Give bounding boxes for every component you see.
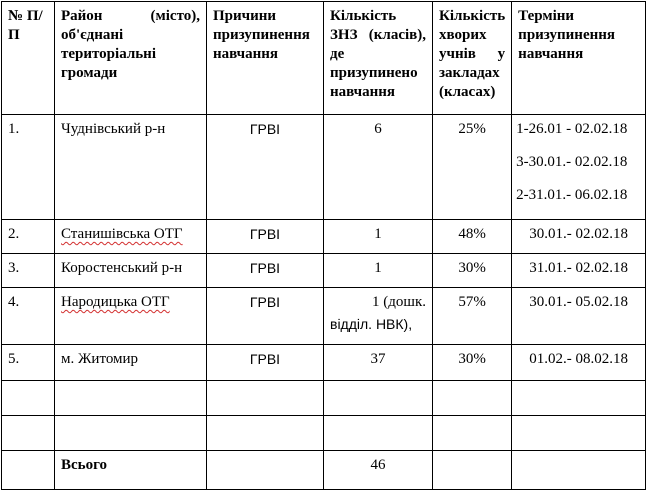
row-num: 5. [8, 351, 20, 367]
empty-cell [433, 416, 512, 451]
cell-schools [324, 220, 433, 254]
header-terms-text: Терміни призупинення навчання [518, 8, 615, 62]
row-district: Коростенський р-н [61, 260, 183, 276]
row-term: 3-30.01.- 02.02.18 [516, 154, 628, 170]
empty-cell [55, 416, 207, 451]
row-reason: ГРВІ [249, 226, 281, 242]
row-term: 01.02.- 08.02.18 [529, 351, 629, 367]
row-num: 3. [8, 260, 20, 276]
table-row [2, 220, 646, 254]
empty-cell [2, 416, 55, 451]
cell-reason [207, 345, 324, 381]
cell-num [2, 345, 55, 381]
header-reasons [207, 2, 324, 115]
cell-district [55, 345, 207, 381]
cell-num [2, 115, 55, 220]
row-schools: 1 [374, 260, 382, 276]
cell-sick [433, 220, 512, 254]
row-schools: 37 [370, 351, 386, 367]
empty-cell [55, 381, 207, 416]
cell-sick [433, 288, 512, 345]
table-row [2, 254, 646, 288]
row-sick: 30% [458, 260, 486, 276]
total-row [2, 451, 646, 490]
row-sick: 48% [458, 226, 486, 242]
empty-cell [207, 416, 324, 451]
header-terms [512, 2, 646, 115]
total-label-cell [55, 451, 207, 490]
cell-terms [512, 254, 646, 288]
empty-row [2, 416, 646, 451]
cell-terms [512, 115, 646, 220]
cell-num [2, 220, 55, 254]
empty-cell [2, 381, 55, 416]
row-district: Чуднівський р-н [61, 121, 166, 137]
row-term: 1-26.01 - 02.02.18 [516, 121, 628, 137]
empty-cell [324, 416, 433, 451]
cell-reason [207, 288, 324, 345]
table-header-row [2, 2, 646, 115]
cell-sick [433, 254, 512, 288]
row-district: Станишівська ОТГ [61, 226, 183, 242]
cell-terms [512, 345, 646, 381]
row-num: 2. [8, 226, 20, 242]
total-schools-cell [324, 451, 433, 490]
header-num [2, 2, 55, 115]
cell-terms [512, 220, 646, 254]
row-reason: ГРВІ [249, 260, 281, 276]
header-num-text: № П/П [8, 8, 43, 43]
row-term: 30.01.- 05.02.18 [529, 294, 629, 310]
cell-district [55, 220, 207, 254]
empty-cell [2, 451, 55, 490]
row-term: 31.01.- 02.02.18 [529, 260, 629, 276]
row-num: 1. [8, 121, 20, 137]
cell-num [2, 254, 55, 288]
total-label: Всього [61, 457, 108, 473]
cell-num [2, 288, 55, 345]
header-district-b: (місто), [150, 8, 200, 24]
cell-sick [433, 345, 512, 381]
row-reason: ГРВІ [249, 121, 281, 137]
header-sick [433, 2, 512, 115]
total-schools: 46 [370, 457, 386, 473]
cell-schools [324, 345, 433, 381]
row-num: 4. [8, 294, 20, 310]
header-schools-text: Кількість ЗНЗ (класів), де призупинено навчання [330, 8, 426, 100]
empty-cell [207, 451, 324, 490]
cell-reason [207, 115, 324, 220]
row-sick: 25% [458, 121, 486, 137]
header-district-c: об'єднані територіальні громади [61, 27, 156, 81]
header-reasons-text: Причини призупинення навчання [213, 8, 310, 62]
empty-cell [433, 381, 512, 416]
cell-schools [324, 115, 433, 220]
cell-schools [324, 288, 433, 345]
empty-cell [512, 381, 646, 416]
cell-reason [207, 254, 324, 288]
header-district [55, 2, 207, 115]
cell-reason [207, 220, 324, 254]
row-reason: ГРВІ [249, 294, 281, 310]
cell-terms [512, 288, 646, 345]
cell-district [55, 115, 207, 220]
empty-cell [433, 451, 512, 490]
cell-district [55, 288, 207, 345]
row-sick: 30% [458, 351, 486, 367]
row-schools-a: 1 (дошк. [372, 294, 426, 310]
header-sick-text: Кількість хворих учнів у закладах (класах) [439, 8, 506, 100]
row-sick: 57% [458, 294, 486, 310]
empty-row [2, 381, 646, 416]
suspension-table [1, 1, 646, 490]
row-reason: ГРВІ [249, 351, 281, 367]
row-district: Народицька ОТГ [61, 294, 170, 310]
row-schools: 6 [374, 121, 382, 137]
header-district-a: Район [61, 8, 103, 24]
header-schools [324, 2, 433, 115]
row-term: 2-31.01.- 06.02.18 [516, 187, 628, 203]
cell-district [55, 254, 207, 288]
empty-cell [512, 451, 646, 490]
cell-schools [324, 254, 433, 288]
cell-sick [433, 115, 512, 220]
table-row [2, 345, 646, 381]
empty-cell [207, 381, 324, 416]
empty-cell [324, 381, 433, 416]
empty-cell [512, 416, 646, 451]
table-row [2, 288, 646, 345]
row-schools-b: відділ. НВК), [330, 316, 413, 332]
table-row [2, 115, 646, 220]
row-schools: 1 [374, 226, 382, 242]
row-district: м. Житомир [61, 351, 139, 367]
row-term: 30.01.- 02.02.18 [529, 226, 629, 242]
